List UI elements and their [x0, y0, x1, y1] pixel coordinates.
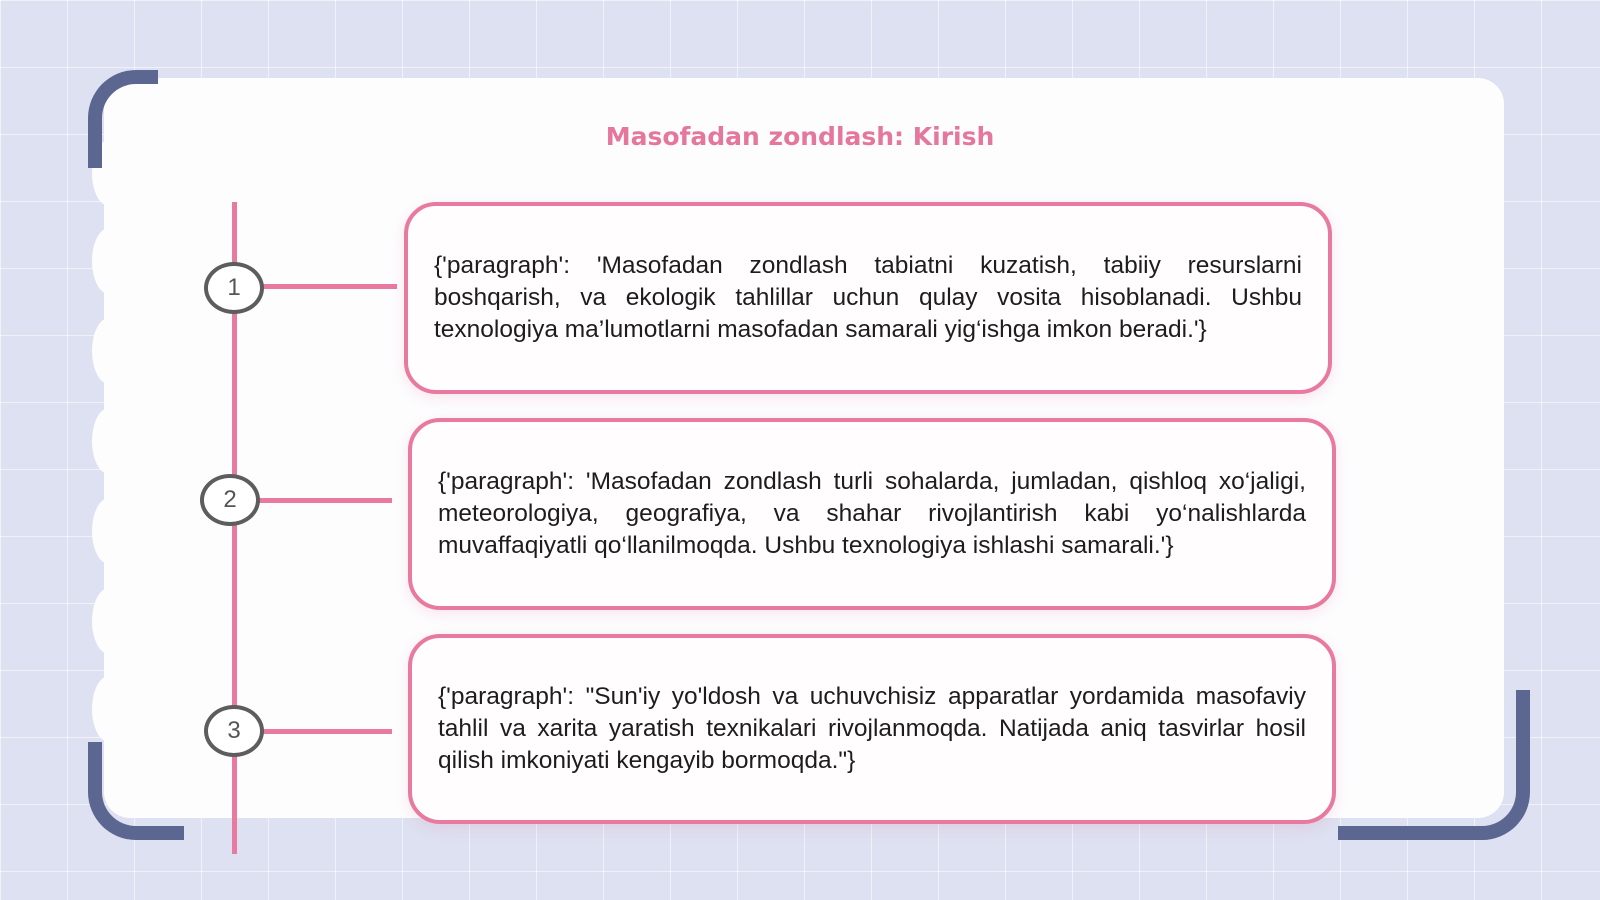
frame-corner-top-left: [88, 70, 158, 168]
card-scallop: [92, 588, 126, 654]
card-scallop: [92, 676, 126, 742]
step-number-1: 1: [204, 262, 264, 314]
connector-2: [258, 498, 392, 503]
text-box-2: [408, 418, 1336, 610]
paragraph-3: {'paragraph': "Sun'iy yo'ldosh va uchuvchisiz apparatlar yordamida masofaviy tahlil va xarita yaratish texnikalari rivojlanmoqda. Natijada aniq tasvirlar hosil qilish imkoniyati kengayib bormoqda."}: [438, 683, 1306, 774]
paragraph-1: {'paragraph': 'Masofadan zondlash tabiatni kuzatish, tabiiy resurslarni boshqarish, va ekologik tahlillar uchun qulay vosita hisoblanadi. Ushbu texnologiya ma’lumotlarni masofadan samarali yig‘ishga imkon beradi.'}: [434, 252, 1302, 343]
slide-title: Masofadan zondlash: Kirish: [605, 122, 995, 151]
connector-3: [262, 729, 392, 734]
card-scallop: [92, 408, 126, 474]
step-number-3: 3: [204, 705, 264, 757]
step-number-2: 2: [200, 474, 260, 526]
card-scallop: [92, 228, 126, 294]
paragraph-2: {'paragraph': 'Masofadan zondlash turli sohalarda, jumladan, qishloq xo‘jaligi, meteorologiya, geografiya, va shahar rivojlantirish kabi yo‘nalishlarda muvaffaqiyatli qo‘llanilmoqda. Ushbu texnologiya ishlashi samarali.'}: [438, 468, 1306, 559]
frame-corner-bottom-right: [1338, 690, 1530, 840]
frame-corner-bottom-left: [88, 742, 184, 840]
connector-1: [262, 284, 397, 289]
card-scallop: [92, 318, 126, 384]
card-scallop: [92, 498, 126, 564]
text-box-1: [404, 202, 1332, 394]
text-box-3: [408, 634, 1336, 824]
